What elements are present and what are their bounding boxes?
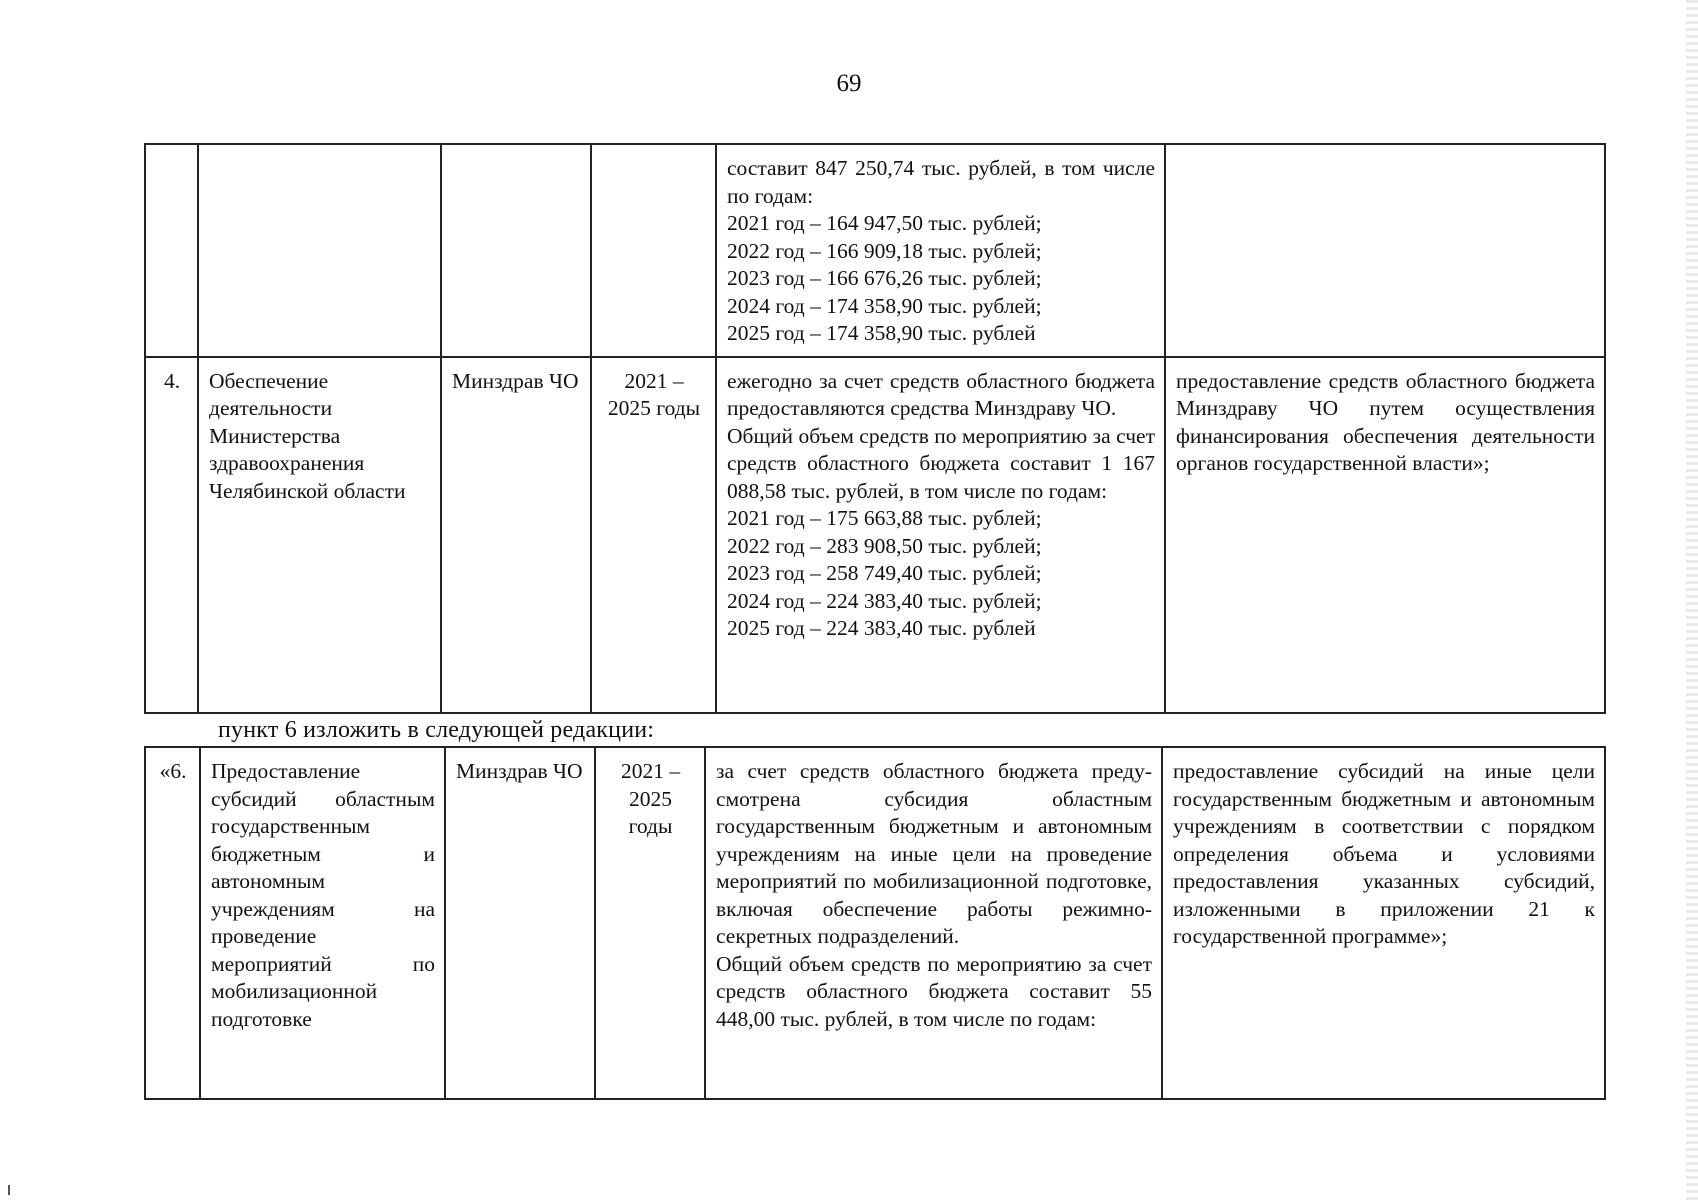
funding-line: 2025 год – 224 383,40 тыс. рублей [727, 616, 1036, 640]
funding-cell [716, 357, 1165, 713]
measure-name-cell: Обеспечение деятельности Министерства здравоохранения Челябинской области [198, 357, 441, 713]
funding-line: 2021 год – 175 663,88 тыс. рублей; [727, 506, 1042, 530]
table-row [145, 144, 1605, 357]
funding-line: 2022 год – 283 908,50 тыс. рублей; [727, 533, 1042, 558]
funding-line: Общий объем средств по мероприятию за счет средств областного бюджета составит 55 448,00 тыс. рублей, в том числе по годам: [716, 951, 1152, 1031]
funding-line: Общий объем средств по мероприятию за счет средств областного бюджета составит 1 167 088,58 тыс. рублей, в том числе по годам: [727, 423, 1155, 503]
period-cell: 2021 – 2025 годы [591, 357, 716, 713]
result-cell [1165, 144, 1605, 357]
result-cell: предоставление средств областного бюджета Минздраву ЧО путем осуществления финансирования обеспечения деятельности органов государственной власти»; [1165, 357, 1605, 713]
scan-mark [8, 1185, 10, 1195]
table-row [145, 747, 1605, 1099]
measures-table-continued [144, 143, 1606, 714]
funding-line: ежегодно за счет средств областного бюджета предоставляются средства Минздраву ЧО. [727, 368, 1155, 420]
funding-line: 2021 год – 164 947,50 тыс. рублей; [727, 211, 1042, 235]
measures-table-new [144, 746, 1606, 1100]
funding-line: за счет средств областного бюджета преду-смотрена субсидия областным государственным бюджетным и автономным учреждениям на иные цели на проведение мероприятий по мобилизационной подготовке, включая обеспечение работы режимно-секретных подразделений. [716, 759, 1152, 948]
funding-line: 2023 год – 166 676,26 тыс. рублей; [727, 266, 1042, 290]
period-cell: 2021 – 2025 годы [595, 747, 705, 1099]
funding-line: 2022 год – 166 909,18 тыс. рублей; [727, 238, 1042, 263]
row-number-cell: «6. [145, 747, 200, 1099]
funding-line: 2025 год – 174 358,90 тыс. рублей [727, 321, 1036, 345]
scan-edge-artifact [1686, 0, 1698, 1200]
measure-name-cell [198, 144, 441, 357]
result-cell: предоставление субсидий на иные цели государственным бюджетным и автономным учреждениям в соответствии с порядком определения объема и условиями предоставления указанных субсидий, изложенными в приложении 21 к государственной программе»; [1162, 747, 1605, 1099]
funding-line: составит 847 250,74 тыс. рублей, в том числе по годам: [727, 156, 1155, 208]
funding-line: 2023 год – 258 749,40 тыс. рублей; [727, 561, 1042, 585]
executor-cell [441, 144, 591, 357]
row-number-cell [145, 144, 198, 357]
amendment-instruction: пункт 6 изложить в следующей редакции: [218, 717, 655, 743]
page-number: 69 [836, 70, 862, 97]
executor-cell: Минздрав ЧО [445, 747, 595, 1099]
table-row [145, 357, 1605, 713]
period-cell [591, 144, 716, 357]
measure-name-cell: Предоставление субсидий областным государственным бюджетным и автономным учреждениям на проведение мероприятий по мобилизационной подготовке [200, 747, 445, 1099]
funding-line: 2024 год – 224 383,40 тыс. рублей; [727, 588, 1042, 613]
funding-cell [705, 747, 1162, 1099]
executor-cell: Минздрав ЧО [441, 357, 591, 713]
funding-line: 2024 год – 174 358,90 тыс. рублей; [727, 293, 1042, 318]
row-number-cell: 4. [145, 357, 198, 713]
funding-cell [716, 144, 1165, 357]
